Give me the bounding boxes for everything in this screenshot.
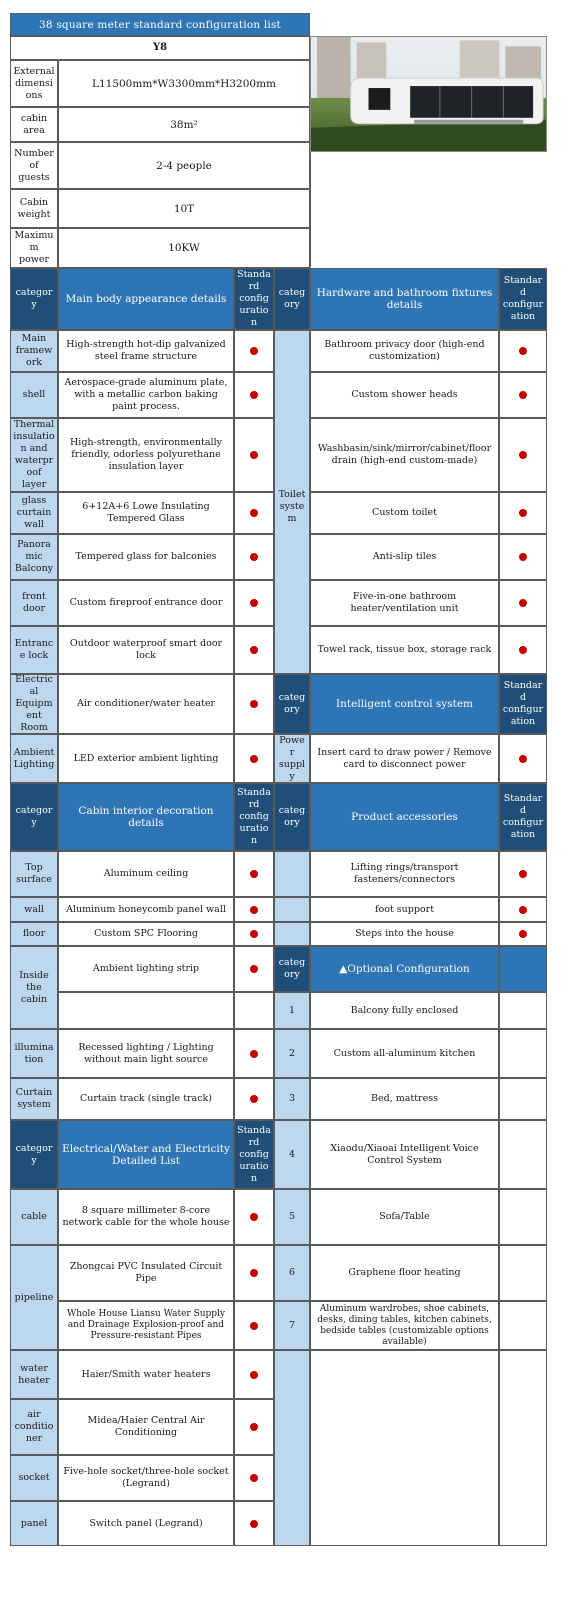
row-category: front door	[10, 580, 58, 626]
category-header: category	[274, 783, 310, 851]
option-blank	[499, 1189, 547, 1245]
row-category: Electrical Equipment Room	[10, 674, 58, 734]
standard-config-header: Standard configuration	[499, 268, 547, 330]
row-category: socket	[10, 1455, 58, 1501]
row-category: illumination	[10, 1029, 58, 1078]
option-item: Sofa/Table	[310, 1189, 499, 1245]
included-marker	[234, 1245, 274, 1301]
section-title-interior: Cabin interior decoration details	[58, 783, 234, 851]
included-marker	[499, 851, 547, 897]
row-item: LED exterior ambient lighting	[58, 734, 234, 783]
row-item: Tempered glass for balconies	[58, 534, 234, 580]
included-marker	[234, 734, 274, 783]
option-number: 5	[274, 1189, 310, 1245]
included-marker	[499, 734, 547, 783]
section-title-main-body: Main body appearance details	[58, 268, 234, 330]
included-marker	[234, 922, 274, 946]
option-number: 4	[274, 1120, 310, 1189]
row-item: Five-hole socket/three-hole socket (Legrand)	[58, 1455, 234, 1501]
spec-value: 2-4 people	[58, 142, 310, 189]
spec-label: cabin area	[10, 107, 58, 142]
option-item: Graphene floor heating	[310, 1245, 499, 1301]
row-item: Zhongcai PVC Insulated Circuit Pipe	[58, 1245, 234, 1301]
option-blank	[499, 1029, 547, 1078]
row-item: Switch panel (Legrand)	[58, 1501, 234, 1546]
row-category: Top surface	[10, 851, 58, 897]
marker-blank	[234, 992, 274, 1029]
row-category: air conditioner	[10, 1399, 58, 1455]
row-category: panel	[10, 1501, 58, 1546]
row-item: Outdoor waterproof smart door lock	[58, 626, 234, 674]
configuration-table	[10, 13, 559, 1589]
row-category: glass curtain wall	[10, 492, 58, 534]
spec-value: 10T	[58, 189, 310, 228]
row-item: Custom SPC Flooring	[58, 922, 234, 946]
option-number: 6	[274, 1245, 310, 1301]
row-item: Aerospace-grade aluminum plate, with a metallic carbon baking paint process.	[58, 372, 234, 418]
photo-side-blank	[310, 152, 547, 268]
included-marker	[499, 492, 547, 534]
row-item: Custom fireproof entrance door	[58, 580, 234, 626]
option-number: 1	[274, 992, 310, 1029]
row-item: Custom shower heads	[310, 372, 499, 418]
spec-label: Number of guests	[10, 142, 58, 189]
blank-category	[274, 1350, 310, 1546]
option-blank	[499, 1245, 547, 1301]
option-item: Custom all-aluminum kitchen	[310, 1029, 499, 1078]
included-marker	[234, 897, 274, 922]
row-category: shell	[10, 372, 58, 418]
row-category: Thermal insulation and waterproof layer	[10, 418, 58, 492]
row-item: Haier/Smith water heaters	[58, 1350, 234, 1399]
included-marker	[234, 1501, 274, 1546]
standard-config-header: Standard configuration	[499, 783, 547, 851]
option-blank	[499, 1301, 547, 1350]
included-marker	[234, 330, 274, 372]
included-marker	[234, 1350, 274, 1399]
blank-category	[274, 897, 310, 922]
section-title-accessories: Product accessories	[310, 783, 499, 851]
row-item-blank	[58, 992, 234, 1029]
included-marker	[234, 580, 274, 626]
included-marker	[499, 330, 547, 372]
spec-value: 38m²	[58, 107, 310, 142]
standard-config-header: Standard configuration	[234, 1120, 274, 1189]
row-category: floor	[10, 922, 58, 946]
model-name: Y8	[10, 36, 310, 60]
row-item: Insert card to draw power / Remove card to disconnect power	[310, 734, 499, 783]
included-marker	[499, 626, 547, 674]
optional-header-blank	[499, 946, 547, 992]
category-header: category	[10, 268, 58, 330]
included-marker	[234, 418, 274, 492]
category-header: category	[274, 268, 310, 330]
section-title-electrical: Electrical/Water and Electricity Detailed List	[58, 1120, 234, 1189]
included-marker	[234, 492, 274, 534]
section-title-optional: ▲Optional Configuration	[310, 946, 499, 992]
spec-value: L11500mm*W3300mm*H3200mm	[58, 60, 310, 107]
option-item: Balcony fully enclosed	[310, 992, 499, 1029]
category-header: category	[10, 1120, 58, 1189]
row-item: foot support	[310, 897, 499, 922]
row-category: pipeline	[10, 1245, 58, 1350]
row-category: wall	[10, 897, 58, 922]
option-blank	[499, 1078, 547, 1120]
row-item: Steps into the house	[310, 922, 499, 946]
row-category: Entrance lock	[10, 626, 58, 674]
category-header: category	[274, 946, 310, 992]
included-marker	[234, 1029, 274, 1078]
row-item: 6+12A+6 Lowe Insulating Tempered Glass	[58, 492, 234, 534]
included-marker	[499, 372, 547, 418]
row-item: Curtain track (single track)	[58, 1078, 234, 1120]
row-item: Washbasin/sink/mirror/cabinet/floor drain (high-end custom-made)	[310, 418, 499, 492]
blank-cell	[499, 1350, 547, 1546]
standard-config-header: Standard configuration	[234, 783, 274, 851]
option-blank	[499, 992, 547, 1029]
spec-label: External dimensions	[10, 60, 58, 107]
included-marker	[234, 1301, 274, 1350]
row-item: Air conditioner/water heater	[58, 674, 234, 734]
option-number: 7	[274, 1301, 310, 1350]
row-category: Panoramic Balcony	[10, 534, 58, 580]
option-item: Aluminum wardrobes, shoe cabinets, desks, dining tables, kitchen cabinets, bedside tables (customizable options available)	[310, 1301, 499, 1350]
row-item: Aluminum ceiling	[58, 851, 234, 897]
row-item: High-strength, environmentally friendly, odorless polyurethane insulation layer	[58, 418, 234, 492]
included-marker	[234, 372, 274, 418]
product-photo	[310, 36, 547, 152]
included-marker	[234, 851, 274, 897]
row-category: Main framework	[10, 330, 58, 372]
sheet-title: 38 square meter standard configuration list	[10, 13, 310, 36]
row-category: Inside the cabin	[10, 946, 58, 1029]
row-item: Midea/Haier Central Air Conditioning	[58, 1399, 234, 1455]
row-category: Curtain system	[10, 1078, 58, 1120]
included-marker	[499, 534, 547, 580]
row-category: Ambient Lighting	[10, 734, 58, 783]
standard-config-header: Standard configuration	[234, 268, 274, 330]
included-marker	[234, 946, 274, 992]
toilet-system-group: Toilet system	[274, 330, 310, 674]
row-item: Custom toilet	[310, 492, 499, 534]
row-item: Aluminum honeycomb panel wall	[58, 897, 234, 922]
row-item: Anti-slip tiles	[310, 534, 499, 580]
included-marker	[499, 897, 547, 922]
row-item: Ambient lighting strip	[58, 946, 234, 992]
blank-category	[274, 851, 310, 897]
row-item: Bathroom privacy door (high-end customization)	[310, 330, 499, 372]
row-item: Towel rack, tissue box, storage rack	[310, 626, 499, 674]
category-header: category	[10, 783, 58, 851]
spec-label: Cabin weight	[10, 189, 58, 228]
row-item: High-strength hot-dip galvanized steel frame structure	[58, 330, 234, 372]
included-marker	[499, 418, 547, 492]
row-item: Lifting rings/transport fasteners/connectors	[310, 851, 499, 897]
included-marker	[234, 1455, 274, 1501]
row-category: water heater	[10, 1350, 58, 1399]
section-title-hardware: Hardware and bathroom fixtures details	[310, 268, 499, 330]
included-marker	[234, 1189, 274, 1245]
option-number: 2	[274, 1029, 310, 1078]
included-marker	[499, 580, 547, 626]
section-title-intelligent: Intelligent control system	[310, 674, 499, 734]
spec-value: 10KW	[58, 228, 310, 268]
option-item: Xiaodu/Xiaoai Intelligent Voice Control System	[310, 1120, 499, 1189]
included-marker	[234, 626, 274, 674]
category-header: category	[274, 674, 310, 734]
row-category: Power supply	[274, 734, 310, 783]
row-item: Five-in-one bathroom heater/ventilation unit	[310, 580, 499, 626]
standard-config-header: Standard configuration	[499, 674, 547, 734]
included-marker	[234, 1078, 274, 1120]
included-marker	[499, 922, 547, 946]
option-number: 3	[274, 1078, 310, 1120]
included-marker	[234, 534, 274, 580]
blank-category	[274, 922, 310, 946]
row-item: 8 square millimeter 8-core network cable for the whole house	[58, 1189, 234, 1245]
included-marker	[234, 1399, 274, 1455]
row-category: cable	[10, 1189, 58, 1245]
cabin-photo-image	[311, 36, 546, 152]
blank-cell	[310, 1350, 499, 1546]
option-item: Bed, mattress	[310, 1078, 499, 1120]
option-blank	[499, 1120, 547, 1189]
row-item: Recessed lighting / Lighting without main light source	[58, 1029, 234, 1078]
spec-label: Maximum power	[10, 228, 58, 268]
row-item: Whole House Liansu Water Supply and Drainage Explosion-proof and Pressure-resistant Pipes	[58, 1301, 234, 1350]
included-marker	[234, 674, 274, 734]
